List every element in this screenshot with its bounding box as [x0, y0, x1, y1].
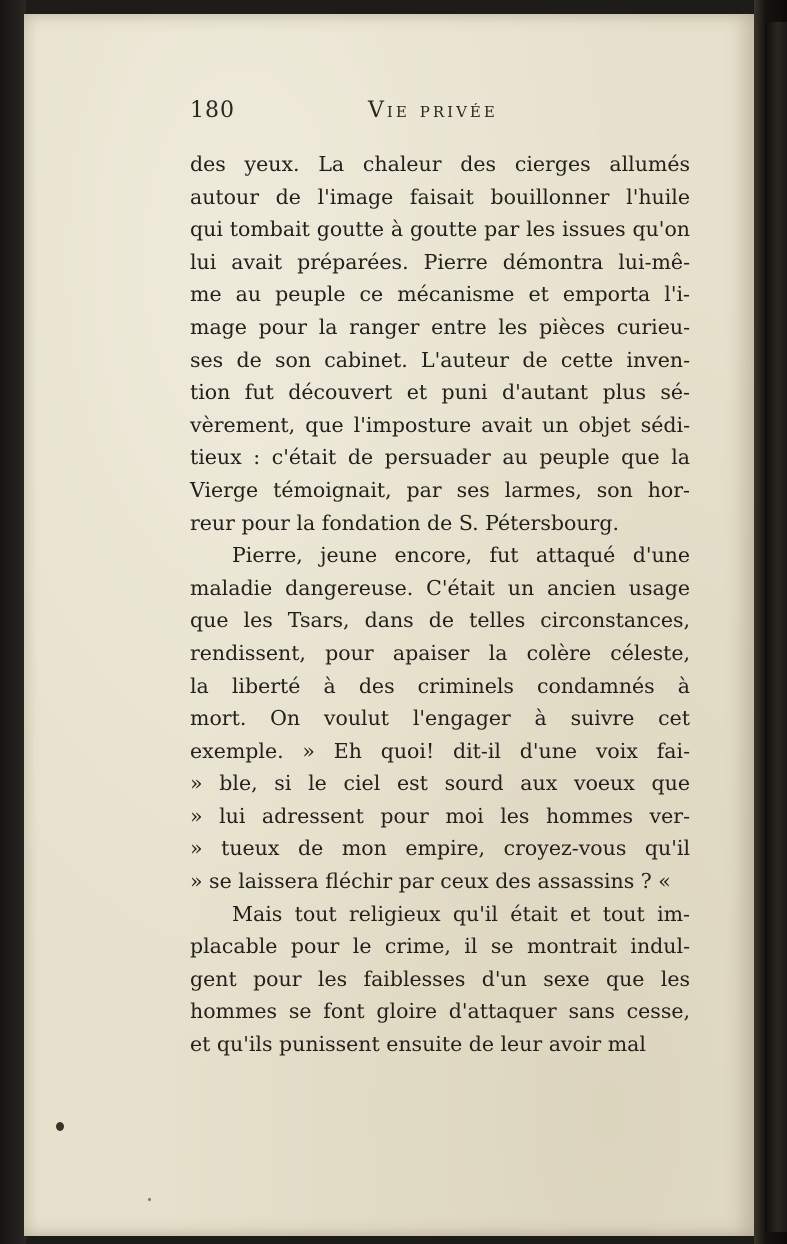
text-line: que les Tsars, dans de telles circonstances,: [190, 608, 690, 633]
paragraph: [190, 898, 690, 1061]
text-line: tion fut découvert et puni d'autant plus sé-: [190, 380, 690, 405]
text-line: me au peuple ce mécanisme et emporta l'i-: [190, 282, 690, 307]
text-line: exemple. » Eh quoi! dit-il d'une voix fai-: [190, 738, 690, 763]
running-title: Vie privée: [368, 98, 498, 123]
scan-background-left: [0, 0, 26, 1244]
text-line: vèrement, que l'imposture avait un objet sédi-: [190, 412, 690, 437]
text-line: des yeux. La chaleur des cierges allumés: [190, 152, 690, 176]
adjacent-page-edge: [765, 22, 787, 1232]
text-line: Vierge témoignait, par ses larmes, son hor-: [190, 477, 690, 502]
text-line: » tueux de mon empire, croyez-vous qu'il: [190, 836, 690, 861]
text-line: maladie dangereuse. C'était un ancien usage: [190, 575, 690, 600]
text-line: la liberté à des criminels condamnés à: [190, 673, 690, 698]
text-line: rendissent, pour apaiser la colère céleste,: [190, 640, 690, 665]
text-line: mage pour la ranger entre les pièces curieu-: [190, 314, 690, 339]
text-line: tieux : c'était de persuader au peuple que la: [190, 445, 690, 470]
text-line: Mais tout religieux qu'il était et tout im-: [232, 901, 690, 926]
paragraph: [190, 539, 690, 898]
text-line: » ble, si le ciel est sourd aux voeux que: [190, 771, 690, 796]
text-line: » se laissera fléchir par ceux des assassins ? «: [190, 869, 671, 894]
text-line: placable pour le crime, il se montrait indul-: [190, 934, 690, 959]
ink-speck: [148, 1198, 151, 1201]
body-text: [190, 148, 690, 1061]
text-line: » lui adressent pour moi les hommes ver-: [190, 803, 690, 828]
text-line: autour de l'image faisait bouillonner l'huile: [190, 184, 690, 209]
text-line: et qu'ils punissent ensuite de leur avoir mal: [190, 1032, 646, 1057]
text-line: lui avait préparées. Pierre démontra lui-mê-: [190, 249, 690, 274]
page-number: 180: [190, 98, 235, 123]
ink-speck: [56, 1122, 64, 1131]
paragraph: [190, 148, 690, 539]
text-line: ses de son cabinet. L'auteur de cette inven-: [190, 347, 690, 372]
text-line: mort. On voulut l'engager à suivre cet: [190, 706, 690, 731]
running-head: [190, 98, 690, 130]
text-line: reur pour la fondation de S. Pétersbourg.: [190, 510, 619, 535]
text-line: qui tombait goutte à goutte par les issues qu'on: [190, 217, 690, 242]
text-line: hommes se font gloire d'attaquer sans cesse,: [190, 999, 690, 1024]
text-line: Pierre, jeune encore, fut attaqué d'une: [232, 543, 690, 568]
text-line: gent pour les faiblesses d'un sexe que les: [190, 966, 690, 991]
